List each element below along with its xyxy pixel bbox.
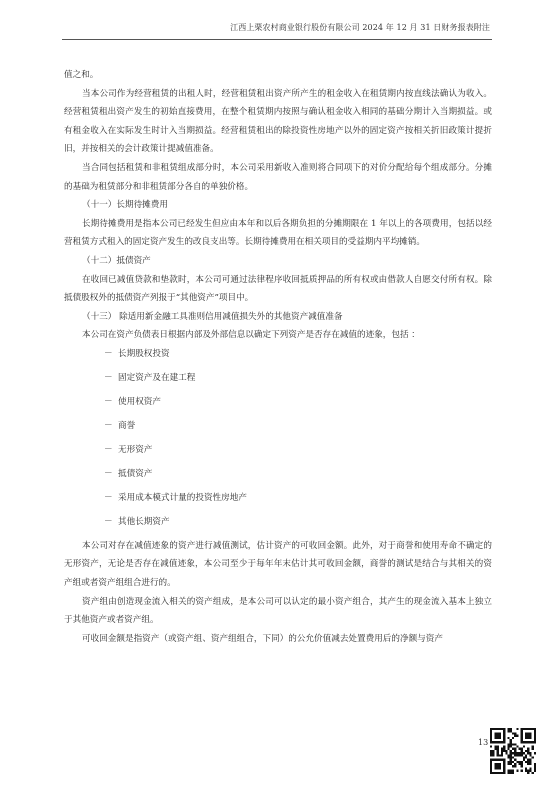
dash-bullet: －: [104, 492, 113, 503]
list-item: － 无形资产: [64, 441, 492, 460]
dash-bullet: －: [104, 420, 113, 431]
page-number: 13: [478, 738, 489, 747]
asset-list: [64, 345, 492, 531]
dash-bullet: －: [104, 372, 113, 383]
page-header: 江西上栗农村商业银行股份有限公司 2024 年 12 月 31 日财务报表附注: [230, 23, 490, 32]
paragraph-asset-group: 资产组由创造现金流入相关的资产组成，是本公司可以认定的最小资产组合，其产生的现金流入基本上独立于其他资产或者资产组。: [64, 596, 492, 626]
paragraph-impairment-test: 本公司对存在减值迹象的资产进行减值测试，估计资产的可收回金额。此外，对于商誉和使用寿命不确定的无形资产，无论是否存在减值迹象，本公司至少于每年年末估计其可收回金额，商誉的测试是结合与其相关的资产组或者资产组组合进行的。: [64, 540, 492, 588]
list-item: － 长期股权投资: [64, 345, 492, 364]
list-item: － 采用成本模式计量的投资性房地产: [64, 489, 492, 508]
dash-bullet: －: [104, 396, 113, 407]
list-item: － 使用权资产: [64, 393, 492, 412]
list-item: － 商誉: [64, 417, 492, 436]
section-heading-foreclosed-assets: （十二）抵债资产: [82, 255, 151, 266]
paragraph-foreclosed-assets: 在收回已减值贷款和垫款时，本公司可通过法律程序收回抵质押品的所有权或由借款人自愿交付所有权。除抵债股权外的抵债资产列报于“其他资产”项目中。: [64, 274, 492, 304]
dash-bullet: －: [104, 468, 113, 479]
list-item: － 其他长期资产: [64, 513, 492, 532]
paragraph-impairment-intro: 本公司在资产负债表日根据内部及外部信息以确定下列资产是否存在减值的迹象，包括 ：: [82, 330, 420, 341]
section-heading-asset-impairment: （十三） 除适用新金融工具准则信用减值损失外的其他资产减值准备: [82, 311, 343, 322]
paragraph-continuation: 值之和。: [64, 70, 99, 80]
list-item: － 固定资产及在建工程: [64, 369, 492, 388]
paragraph-lease-components: 当合同包括租赁和非租赁组成部分时，本公司采用新收入准则将合同项下的对价分配给每个组成部分。分摊的基础为租赁部分和非租赁部分各自的单独价格。: [64, 162, 492, 192]
list-item: － 抵债资产: [64, 465, 492, 484]
section-heading-long-term-prepaid: （十一）长期待摊费用: [82, 200, 168, 211]
paragraph-operating-lease-lessor: 当本公司作为经营租赁的出租人时，经营租赁租出资产所产生的租金收入在租赁期内按直线法确认为收入。经营租赁租出资产发生的初始直接费用，在整个租赁期内按照与确认租金收入相同的基础分期计入当期损益。或有租金收入在实际发生时计入当期损益。经营租赁租出的除投资性房地产以外的固定资产按相关折旧政策计提折旧，并按相关的会计政策计提减值准备。: [64, 88, 492, 155]
qr-code-icon: [490, 728, 536, 774]
paragraph-long-term-prepaid: 长期待摊费用是指本公司已经发生但应由本年和以后各期负担的分摊期限在 1 年以上的各项费用，包括以经营租赁方式租入的固定资产发生的改良支出等。长期待摊费用在相关项目的受益期内平均摊销。: [64, 218, 492, 248]
dash-bullet: －: [104, 516, 113, 527]
dash-bullet: －: [104, 444, 113, 455]
header-divider: [62, 39, 492, 40]
paragraph-recoverable-amount: 可收回金额是指资产（或资产组、资产组组合，下同）的公允价值减去处置费用后的净额与资产: [82, 633, 443, 644]
dash-bullet: －: [104, 348, 113, 359]
document-body: [64, 66, 492, 648]
